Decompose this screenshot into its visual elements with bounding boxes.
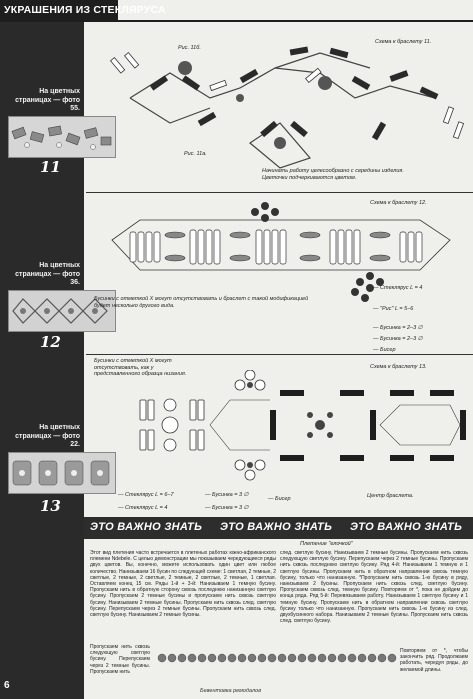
legend-13-item-4: — Бусинка = 3 ∅ bbox=[205, 505, 249, 511]
section-title: УКРАШЕНИЯ ИЗ СТЕКЛЯРУСА bbox=[4, 4, 166, 16]
body-column-2b bbox=[400, 648, 468, 684]
body-column-2b-text: Повторяем от *, чтобы закончить ряд. Продолжаем работать, чередуя ряды, до желаемой длины. bbox=[400, 648, 468, 673]
header-bar bbox=[0, 0, 166, 22]
legend-12-item-4: — Бусинка = 2–3 ∅ bbox=[373, 336, 423, 342]
body-column-1b-text: Пропускаем нить сквозь следующую светлую бусину. Перепускаем через 2 темные бусины. Пропускаем нить bbox=[90, 644, 150, 675]
body-column-2 bbox=[280, 550, 468, 648]
body-column-1 bbox=[90, 550, 276, 642]
scheme-label-11: Схема к браслету 11. bbox=[375, 39, 432, 45]
header-rule bbox=[118, 20, 473, 22]
legend-12-item-1: — Стеклярус L = 4 bbox=[373, 285, 423, 291]
legend-12-item-3: — Бусинка = 2–3 ∅ bbox=[373, 325, 423, 331]
beading-scheme-13 bbox=[130, 370, 470, 485]
technique-subtitle: Плетение "елочкой" bbox=[300, 541, 353, 547]
beading-scheme-11 bbox=[90, 28, 470, 178]
body-column-1-text: Этот вид плетения часто встречается в плетеных работах южно-африканского племени Ndebele. С целью демонстрации мы показываем чередующиеся ряды двух цветов. Вы, конечно, можете использовать один цвет или любое количество. Нанизываем 16 бусин по следующей схеме: 1 светлая, 2 темные, 2 светлые, 2 темные, 2 светлые, 2 темные, 2 светлые, 2 темные, 1 светлая. Оставляем конец 15 см. Ряды 1-й + 3-й: Нанизываем 1 темную бусину. Пропускаем нить в обратную сторону сквозь последнюю нанизанную светлую бусину. Пропускаем 2 темные бусины и пропускаем нить сквозь светлую бусину. Нанизываем 2 темные бусины. Пропускаем нить сквозь след. светлую бусину. Перепускаем через 2 темные бусины. Пропускаем нить сквозь след. светлую бусину. Нанизываем 2 темные бусины. bbox=[90, 550, 276, 619]
bracelet-number-12: 12 bbox=[40, 333, 61, 351]
scheme-label-13: Схема к браслету 13. bbox=[370, 364, 427, 370]
banner-text-2: ЭТО ВАЖНО ЗНАТЬ bbox=[220, 521, 333, 533]
scheme-note-11: Начинать работу целесообразно с середины изделия. Цветочки подчеркиваются цветом. bbox=[262, 168, 404, 181]
body-column-2-text: след. светлую бусину. Нанизываем 2 темные бусины. Пропускаем нить сквозь следующую светлую бусину. Перепускаем через 2 темные бусины. Пропускаем нить сквозь последнюю светлую бусину. Ряд 4-й: Нанизываем 1 темную и 1 светлую бусины. Пропускаем нить в обратном направлении сквозь темную бусину, только что нанизанную. *Пропускаем нить сквозь 1-ю бусину в ряду, нанизываем 2 бусины. Пропускаем нить сквозь след. светлую бусину. Пропускаем сквозь след. темную бусину. Повторяем от *, пока не дойдем до конца ряда. Ряд 5-й: Перевязываем работу. Нанизываем 1 светлую бусину и 1 темную бусину. Пропускаем нить в обратном направлении сквозь светлую бусину только что нанизанную. Пропускаем нить сквозь 1-ю бусину из след. двухбусинного набора. Нанизываем 2 темные бусины. Пропускаем нить сквозь след. светлую бусину. bbox=[280, 550, 468, 625]
photo-bracelet-13 bbox=[8, 452, 116, 494]
legend-12-item-5: — Бисер bbox=[373, 347, 396, 353]
banner-text-3: ЭТО ВАЖНО ЗНАТЬ bbox=[350, 521, 463, 533]
divider-2 bbox=[86, 354, 473, 355]
beading-scheme-12 bbox=[90, 200, 470, 310]
important-banner bbox=[84, 517, 473, 539]
legend-13-item-5: — Бисер bbox=[268, 496, 291, 502]
page-header bbox=[0, 0, 473, 22]
bracelet-number-13: 13 bbox=[40, 497, 61, 515]
banner-text-1: ЭТО ВАЖНО ЗНАТЬ bbox=[90, 521, 203, 533]
page-number: 6 bbox=[4, 680, 10, 691]
scheme-note-12: Бусинки с отметкой X могут отсутствовать и браслет с такой модификацией будет несколько другого вида. bbox=[94, 296, 309, 309]
figure-label-11b: Рис. 11б. bbox=[178, 45, 201, 51]
divider-1 bbox=[86, 192, 473, 193]
scheme-label-12: Схема к браслету 12. bbox=[370, 200, 427, 206]
legend-13-item-2: — Стеклярус L = 4 bbox=[118, 505, 168, 511]
scheme-note-13: Бусинки с отметкой X могут отсутствовать, как у представленного образца низания. bbox=[94, 358, 187, 377]
center-label: Центр браслета. bbox=[367, 493, 414, 499]
photo-caption-13: На цветных страницах — фото 22. bbox=[15, 424, 80, 448]
photo-caption-11: На цветных страницах — фото 55. bbox=[15, 88, 80, 112]
figure-label-11a: Рис. 11а. bbox=[184, 151, 207, 157]
bracelet-number-11: 11 bbox=[40, 158, 61, 176]
body-column-1b bbox=[90, 644, 150, 678]
legend-13-item-1: — Стеклярус L = 6–7 bbox=[118, 492, 174, 498]
legend-12-item-2: — "Рис" L = 5–6 bbox=[373, 306, 414, 312]
page-footer: Бевентовка ремодалов bbox=[200, 688, 262, 694]
photo-caption-12: На цветных страницах — фото 36. bbox=[15, 262, 80, 286]
legend-13-item-3: — Бусинка = 3 ∅ bbox=[205, 492, 249, 498]
